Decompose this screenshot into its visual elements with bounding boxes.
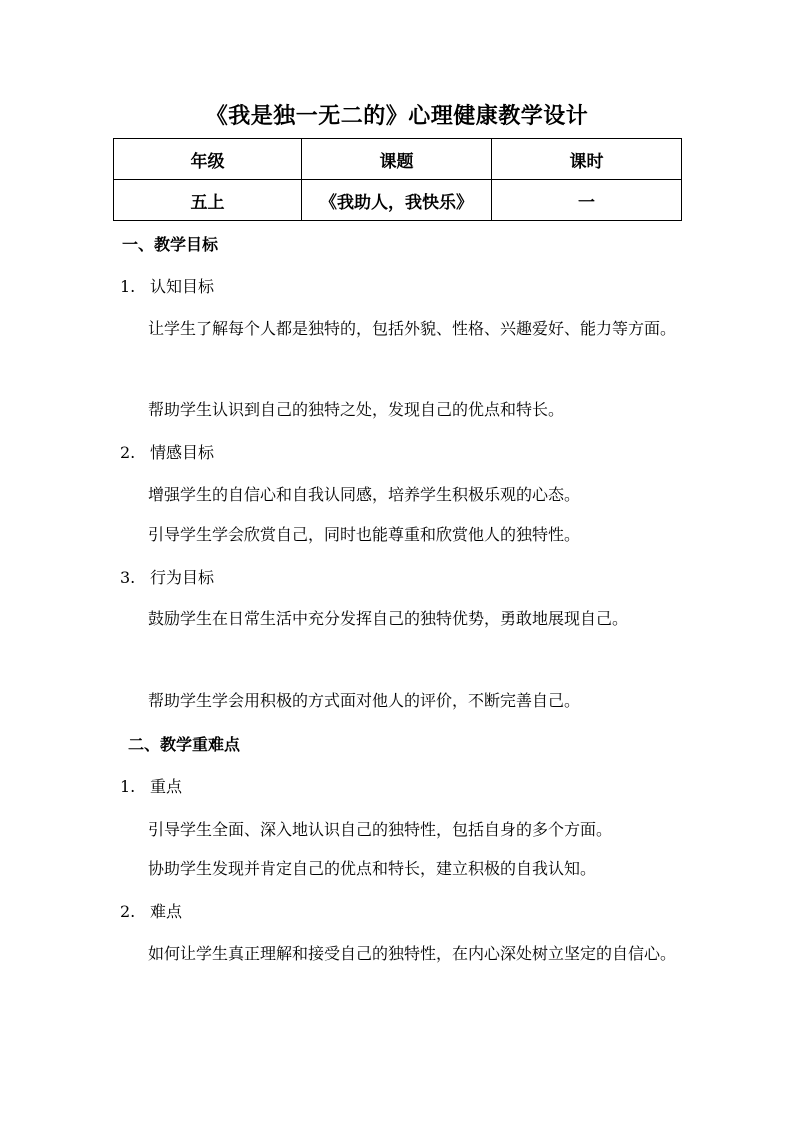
subheading-behavioral: [120, 566, 214, 590]
paragraph: 鼓励学生在日常生活中充分发挥自己的独特优势，勇敢地展现自己。: [148, 609, 629, 628]
section-heading-objectives: 一、教学目标: [122, 235, 219, 254]
header-period: 课时: [492, 139, 682, 180]
paragraph: 帮助学生学会用积极的方式面对他人的评价，不断完善自己。: [148, 691, 581, 710]
subheading-key: [120, 775, 182, 799]
item-number: 2.: [120, 443, 136, 462]
item-title: 重点: [150, 777, 183, 796]
paragraph: 引导学生学会欣赏自己，同时也能尊重和欣赏他人的独特性。: [148, 525, 581, 544]
item-number: 1.: [120, 777, 136, 796]
item-title: 认知目标: [150, 277, 215, 296]
paragraph: 协助学生发现并肯定自己的优点和特长，建立积极的自我认知。: [148, 859, 597, 878]
item-number: 2.: [120, 902, 136, 921]
cell-grade: 五上: [114, 180, 302, 221]
header-topic: 课题: [302, 139, 492, 180]
paragraph: 让学生了解每个人都是独特的，包括外貌、性格、兴趣爱好、能力等方面。: [148, 319, 677, 338]
item-title: 情感目标: [150, 443, 215, 462]
section-heading-key-points: 二、教学重难点: [128, 735, 241, 754]
subheading-difficult: [120, 900, 182, 924]
cell-topic: 《我助人，我快乐》: [302, 180, 492, 221]
document-title: 《我是独一无二的》心理健康教学设计: [205, 104, 589, 129]
item-number: 3.: [120, 568, 136, 587]
item-title: 难点: [150, 902, 183, 921]
cell-period: 一: [492, 180, 682, 221]
subheading-cognitive: [120, 275, 214, 299]
item-number: 1.: [120, 277, 136, 296]
subheading-emotional: [120, 441, 214, 465]
paragraph: 如何让学生真正理解和接受自己的独特性，在内心深处树立坚定的自信心。: [148, 944, 677, 963]
table-row: [114, 180, 682, 221]
paragraph: 增强学生的自信心和自我认同感，培养学生积极乐观的心态。: [148, 485, 581, 504]
info-table: [113, 138, 682, 221]
header-grade: 年级: [114, 139, 302, 180]
paragraph: 引导学生全面、深入地认识自己的独特性，包括自身的多个方面。: [148, 820, 613, 839]
table-header-row: [114, 139, 682, 180]
paragraph: 帮助学生认识到自己的独特之处，发现自己的优点和特长。: [148, 400, 565, 419]
item-title: 行为目标: [150, 568, 215, 587]
